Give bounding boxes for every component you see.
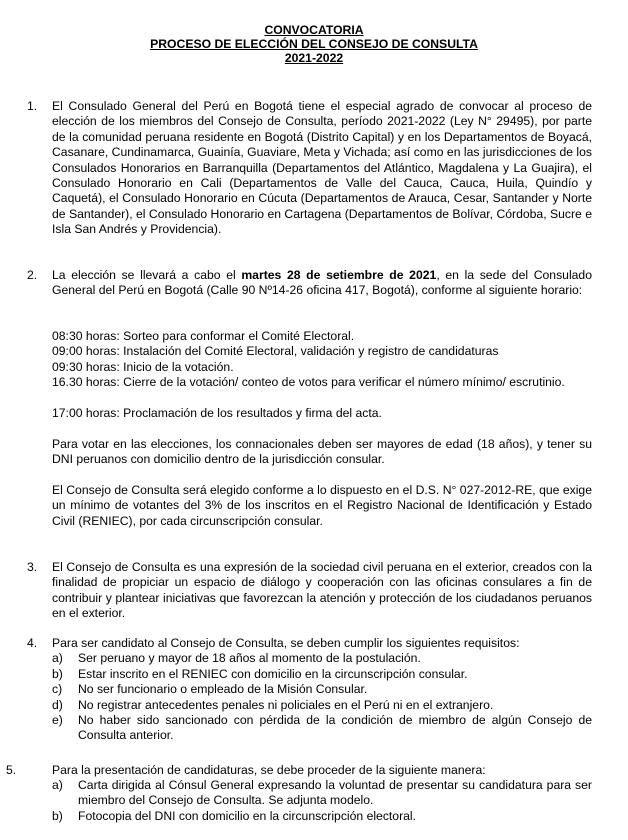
item-2-text: [52, 268, 592, 299]
election-date: martes 28 de setiembre de 2021: [241, 268, 437, 282]
document-title: CONVOCATORIA: [264, 23, 364, 37]
requirement-item: [52, 698, 592, 713]
schedule-row: 17:00 horas: Proclamación de los resultados y firma del acta.: [52, 406, 382, 420]
requirement-text: No ser funcionario o empleado de la Misión Consular.: [78, 682, 368, 696]
item-2-text-before: La elección se llevará a cabo el: [52, 268, 242, 282]
schedule-row: 09:00 horas: Instalación del Comité Electoral, validación y registro de candidaturas: [52, 344, 499, 358]
item-2-text-after: , en la sede del Consulado General del Perú en Bogotá (Calle 90 Nº14-26 oficina 417, Bogotá), conforme al siguiente horario:: [52, 268, 592, 298]
requirement-label: c): [52, 682, 63, 696]
step-item: [52, 778, 592, 809]
item-3-number: 3.: [27, 560, 38, 574]
requirement-item: [52, 667, 592, 682]
item-3-text: El Consejo de Consulta es una expresión de la sociedad civil peruana en el exterior, creados con la finalidad de propiciar un espacio de diálogo y cooperación con las oficinas consulares a fin de contribuir y plantear iniciativas que favorezcan la atención y protección de los ciudadanos peruanos en el exterior.: [52, 560, 592, 621]
item-4-number: 4.: [27, 636, 38, 650]
requirement-item: [52, 651, 592, 666]
item-1-number: 1.: [27, 99, 38, 113]
schedule-row: 08:30 horas: Sorteo para conformar el Comité Electoral.: [52, 329, 355, 343]
item-5-number: 5.: [6, 763, 17, 777]
step-label: b): [52, 809, 63, 823]
requirement-label: d): [52, 698, 63, 712]
requirement-text: No registrar antecedentes penales ni policiales en el Perú ni en el extranjero.: [78, 698, 494, 712]
step-text: Carta dirigida al Cónsul General expresando la voluntad de presentar su candidatura para ser miembro del Consejo de Consulta. Se adjunta modelo.: [78, 778, 592, 808]
requirement-text: No haber sido sancionado con pérdida de la condición de miembro de algún Consejo de Consulta anterior.: [78, 713, 592, 743]
requirement-label: e): [52, 713, 63, 727]
schedule-row: 09:30 horas: Inicio de la votación.: [52, 360, 234, 374]
step-item: [52, 809, 592, 824]
requirement-label: a): [52, 651, 63, 665]
item-2-number: 2.: [27, 268, 38, 282]
step-label: a): [52, 778, 63, 792]
schedule-row: 16.30 horas: Cierre de la votación/ conteo de votos para verificar el número mínimo/ escrutinio.: [52, 375, 565, 389]
item-1-text: El Consulado General del Perú en Bogotá tiene el especial agrado de convocar al proceso de elección de los miembros del Consejo de Consulta, período 2021-2022 (Ley N° 29495), por parte de la comunidad peruana residente en Bogotá (Distrito Capital) y en los Departamentos de Boyacá, Casanare, Cundinamarca, Guainía, Guaviare, Meta y Vichada; así como en las jurisdicciones de los Consulados Honorarios en Barranquilla (Departamentos del Atlántico, Magdalena y La Guajira), el Consulado Honorario en Cali (Departamentos de Valle del Cauca, Cauca, Huila, Quindío y Caquetá), el Consulado Honorario en Cúcuta (Departamentos de Arauca, Cesar, Santander y Norte de Santander), el Consulado Honorario en Cartagena (Departamentos de Bolívar, Córdoba, Sucre e Isla San Andrés y Providencia).: [52, 99, 592, 237]
item-5-intro: Para la presentación de candidaturas, se debe proceder de la siguiente manera:: [52, 763, 486, 777]
requirement-text: Estar inscrito en el RENIEC con domicilio en la circunscripción consular.: [78, 667, 468, 681]
requirement-label: b): [52, 667, 63, 681]
document-subtitle: PROCESO DE ELECCIÓN DEL CONSEJO DE CONSULTA: [150, 37, 478, 51]
consejo-election-paragraph: El Consejo de Consulta será elegido conforme a lo dispuesto en el D.S. N° 027-2012-RE, que exige un mínimo de votantes del 3% de los inscritos en el Registro Nacional de Identificación y Estado Civil (RENIEC), por cada circunscripción consular.: [52, 483, 592, 528]
step-text: Fotocopia del DNI con domicilio en la circunscripción electoral.: [78, 809, 417, 823]
voting-requirement-paragraph: Para votar en las elecciones, los connacionales deben ser mayores de edad (18 años), y tener su DNI peruanos con domicilio dentro de la jurisdicción consular.: [52, 437, 592, 467]
item-4-intro: Para ser candidato al Consejo de Consulta, se deben cumplir los siguientes requisitos:: [52, 636, 520, 650]
requirement-item: [52, 682, 592, 697]
requirement-item: [52, 713, 592, 744]
requirement-text: Ser peruano y mayor de 18 años al momento de la postulación.: [78, 651, 421, 665]
document-period: 2021-2022: [284, 51, 344, 65]
